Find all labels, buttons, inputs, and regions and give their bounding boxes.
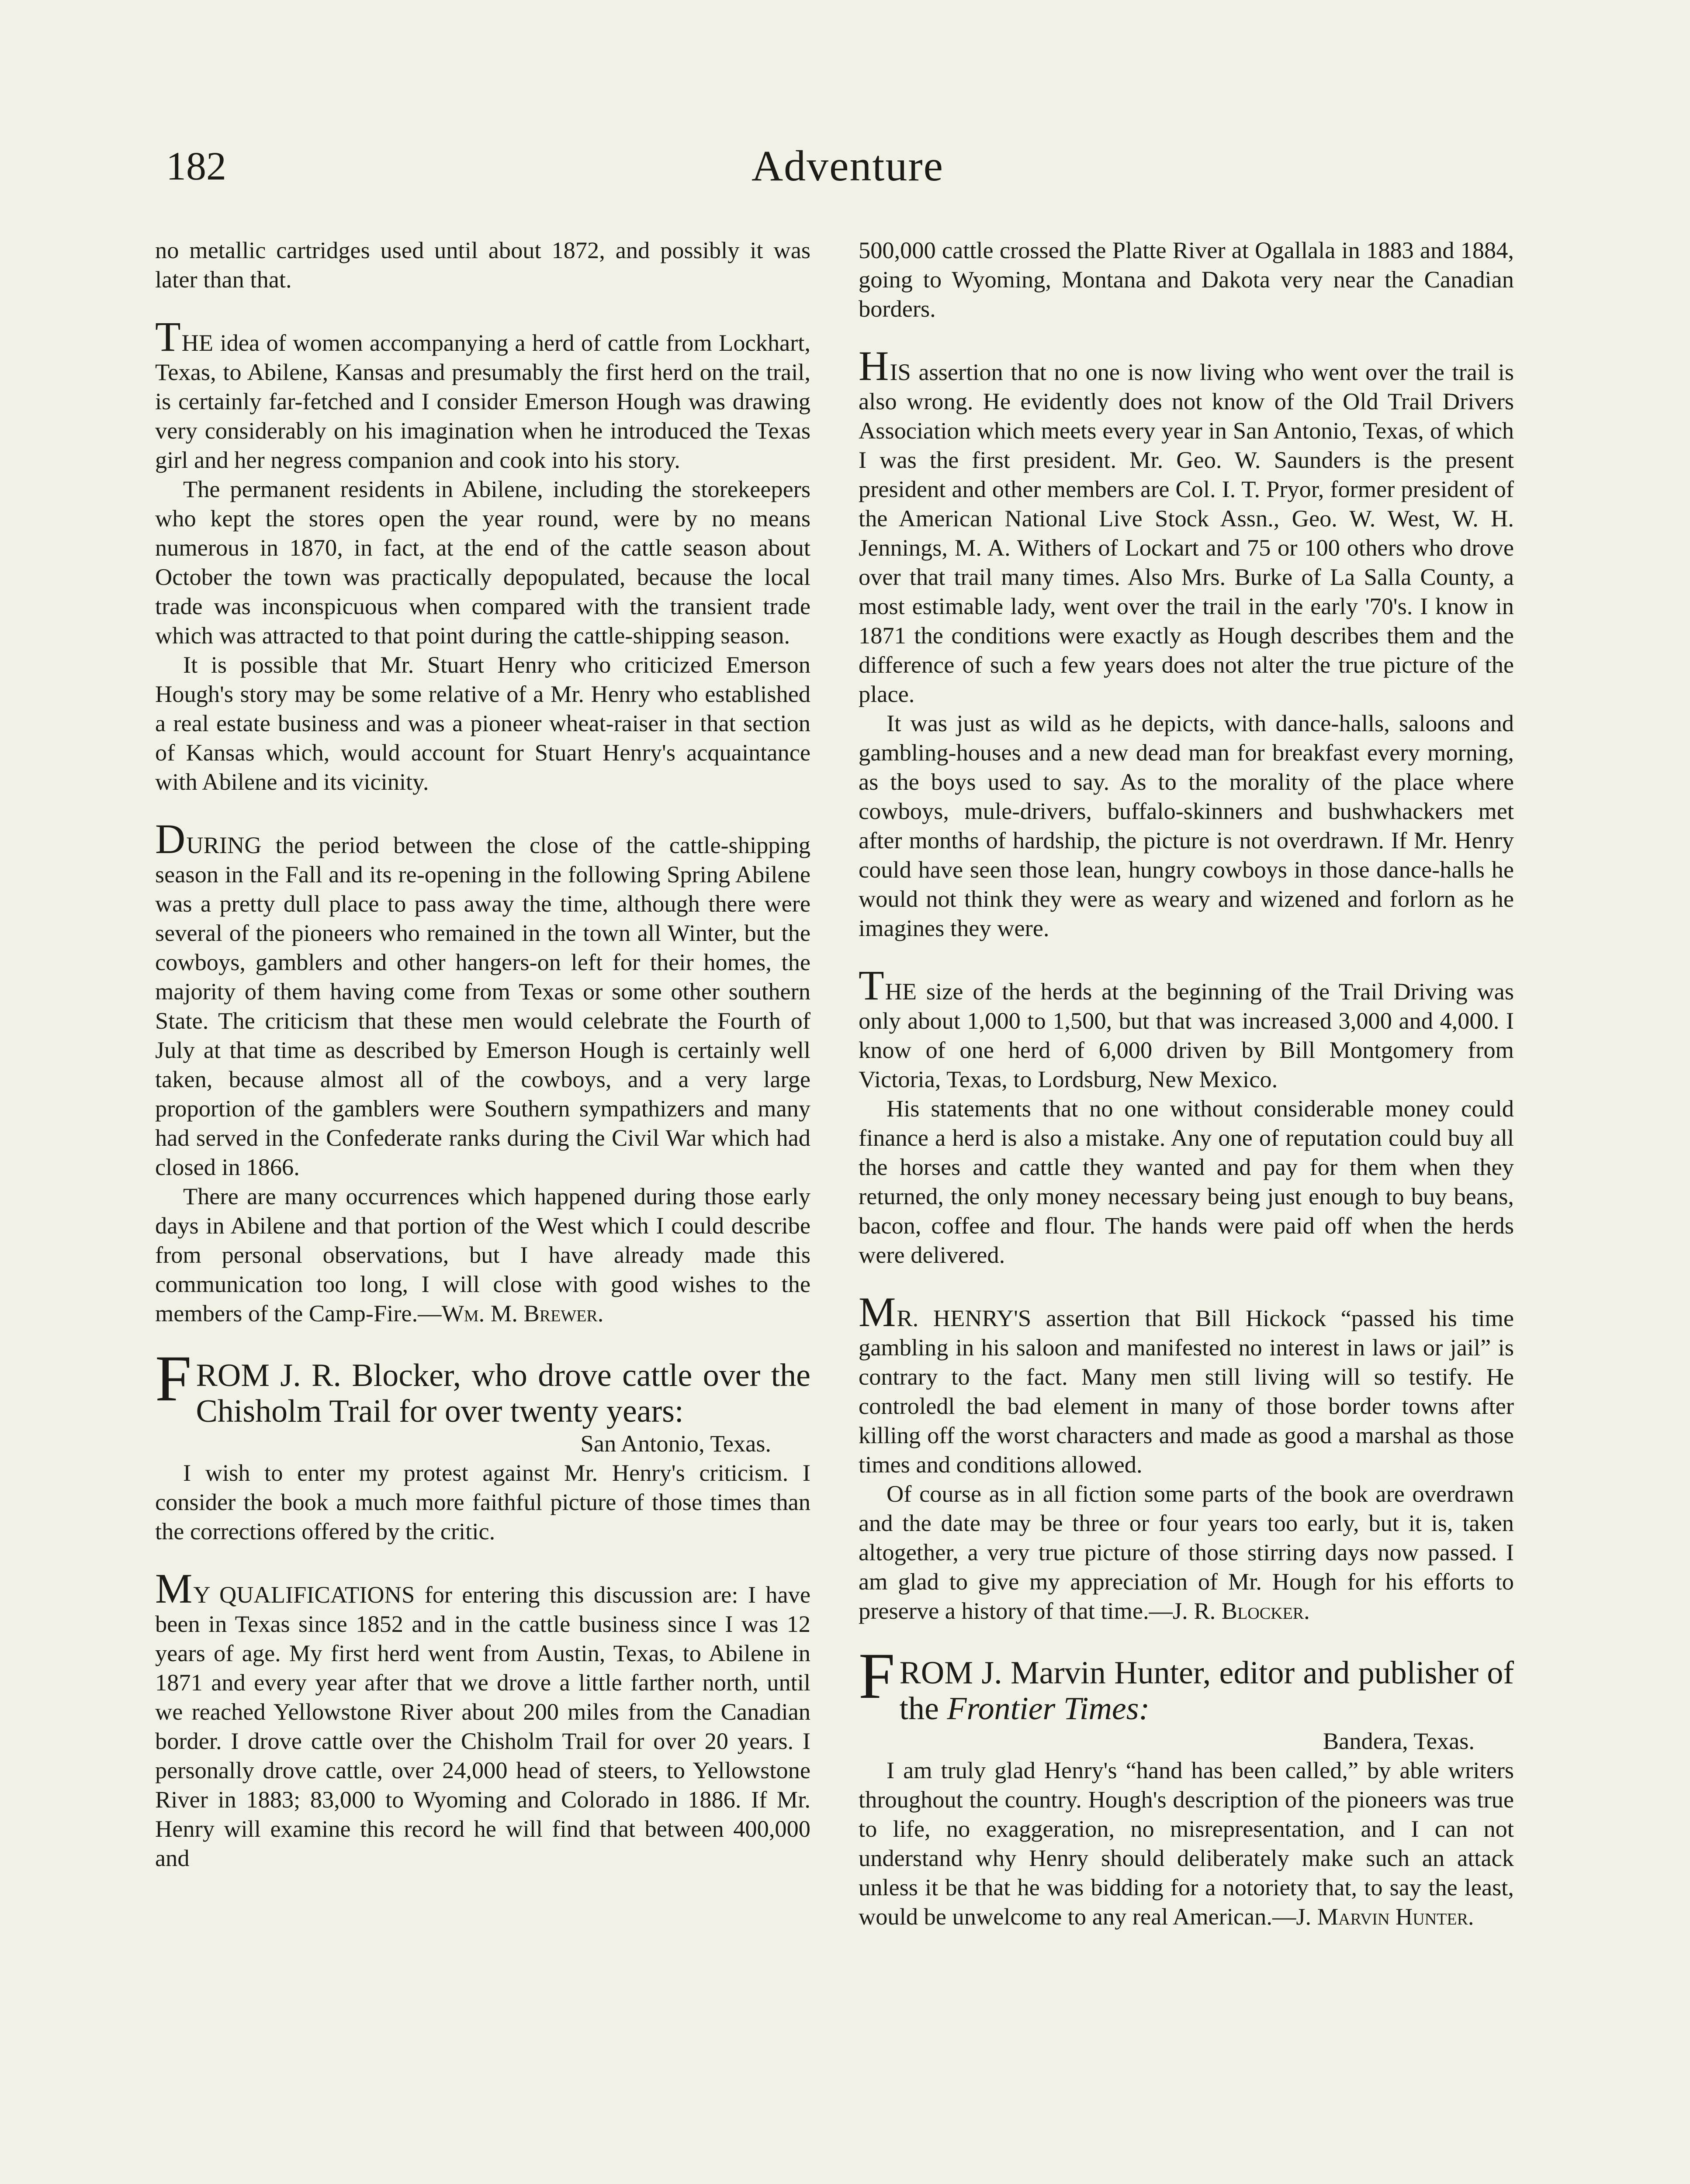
paragraph-text: I am truly glad Henry's “hand has been called,” by able writers throughout the country. Hough's description of the pioneers was true to life, no exaggeration, no misrepresentation, and I can not understand why Henry should deliberately make such an attack unless it be that he was bidding for a notoriety that, to say the least, would be unwelcome to any real American.— bbox=[859, 1757, 1514, 1930]
lead-caps: IS bbox=[890, 359, 911, 385]
paragraph-text: size of the herds at the beginning of the Trail Driving was only about 1,000 to 1,500, but that was increased 3,000 and 4,000. I know of one herd of 6,000 driven by Bill Montgomery from Victoria, Texas, to Lordsburg, New Mexico. bbox=[859, 978, 1514, 1092]
paragraph: His statements that no one without considerable money could finance a herd is also a mistake. Any one of reputation could buy all the horses and cattle they wanted and pay for them when they returned, the only money necessary being just enough to buy beans, bacon, coffee and flour. The hands were paid off when the herds were delivered. bbox=[859, 1095, 1514, 1268]
letter-place: Bandera, Texas. bbox=[1323, 1728, 1475, 1754]
paragraph-text: assertion that Bill Hickock “passed his time gambling in his saloon and manifested no interest in laws or jail” is contrary to the fact. Many men still living will so testify. He controledl the bad element in many of those border towns after killing off the worst characters and made as good a marshal as those times and conditions allowed. bbox=[859, 1305, 1514, 1478]
lead-caps: HE bbox=[181, 330, 214, 356]
letter-place: San Antonio, Texas. bbox=[580, 1431, 771, 1457]
lead-caps: R. HENRY'S bbox=[897, 1305, 1032, 1331]
signature: —Wm. M. Brewer. bbox=[418, 1300, 604, 1327]
lead-caps: URING bbox=[186, 832, 262, 858]
paragraph-text: Of course as in all fiction some parts of the book are overdrawn and the date may be three or four years too early, but it is, taken altogether, a very true picture of those stirring days now passed. I am glad to give my appreciation of Mr. Hough for his efforts to preserve a history of that time.— bbox=[859, 1481, 1514, 1624]
drop-cap: D bbox=[155, 816, 187, 862]
right-column bbox=[859, 236, 1514, 1932]
paragraph bbox=[155, 816, 810, 1182]
paragraph bbox=[859, 1289, 1514, 1479]
page-header bbox=[166, 140, 1529, 197]
paragraph-text: There are many occurrences which happened during those early days in Abilene and that portion of the West which I could describe from personal observations, but I have already made this communication too long, I will close with good wishes to the members of the Camp-Fire. bbox=[155, 1183, 810, 1327]
drop-cap: H bbox=[859, 342, 890, 389]
paragraph bbox=[155, 1565, 810, 1873]
lead-caps: Y QUALIFICATIONS bbox=[193, 1582, 415, 1608]
paragraph bbox=[859, 342, 1514, 709]
paragraph: I wish to enter my protest against Mr. Henry's criticism. I consider the book a much more faithful picture of those times than the corrections offered by the critic. bbox=[155, 1460, 810, 1545]
page-number: 182 bbox=[166, 144, 226, 188]
paragraph-text: for entering this discussion are: I have been in Texas since 1852 and in the cattle business since I was 12 years of age. My first herd went from Austin, Texas, to Abilene in 1871 and every year after that we drove a little farther north, until we reached Yellowstone River about 200 miles from the Canadian border. I drove cattle over the Chisholm Trail for over 20 years. I personally drove cattle, over 24,000 head of steers, to Yellowstone River in 1883; 83,000 to Wyoming and Colorado in 1886. If Mr. Henry will examine this record he will find that between 400,000 and bbox=[155, 1582, 810, 1871]
paragraph-text: idea of women accompanying a herd of cattle from Lockhart, Texas, to Abilene, Kansas and presumably the first herd on the trail, is certainly far-fetched and I consider Emerson Hough was drawing very considerably on his imagination when he introduced the Texas girl and her negress companion and cook into his story. bbox=[155, 330, 810, 473]
left-column bbox=[155, 236, 810, 1873]
signature: J. R. Blocker. bbox=[1172, 1598, 1310, 1624]
heading-text: J. R. Blocker, who drove cattle over the Chisholm Trail for over twenty years: bbox=[196, 1358, 810, 1429]
lead-caps: ROM bbox=[196, 1358, 270, 1393]
paragraph: The permanent residents in Abilene, including the storekeepers who kept the stores open the year round, were by no means numerous in 1870, in fact, at the end of the cattle season about October the town was practically depopulated, because the local trade was inconspicuous when compared with the transient trade which was attracted to that point during the cattle-shipping season. bbox=[155, 476, 810, 649]
paragraph bbox=[859, 1479, 1514, 1626]
letter-heading bbox=[155, 1342, 810, 1429]
paragraph: no metallic cartridges used until about 1872, and possibly it was later than that. bbox=[155, 237, 810, 293]
paragraph bbox=[155, 1182, 810, 1328]
drop-cap: F bbox=[859, 1640, 895, 1712]
paragraph: It was just as wild as he depicts, with dance-halls, saloons and gambling-houses and a new dead man for breakfast every morning, as the boys used to say. As to the morality of the place where cowboys, mule-drivers, buffalo-skinners and bushwhackers met after months of hardship, the picture is not overdrawn. If Mr. Henry could have seen those lean, hungry cowboys in those dance-halls he would not think they were as weary and wizened and forlorn as he imagines they were. bbox=[859, 710, 1514, 941]
heading-text: J. Marvin Hunter, editor and publisher of the bbox=[899, 1655, 1514, 1727]
running-head-title: Adventure bbox=[751, 142, 944, 190]
letter-heading bbox=[859, 1640, 1514, 1727]
paragraph: It is possible that Mr. Stuart Henry who criticized Emerson Hough's story may be some relative of a Mr. Henry who established a real estate business and was a pioneer wheat-raiser in that section of Kansas which, would account for Stuart Henry's acquaintance with Abilene and its vicinity. bbox=[155, 652, 810, 795]
drop-cap: M bbox=[859, 1289, 897, 1335]
lead-caps: HE bbox=[885, 978, 917, 1005]
lead-caps: ROM bbox=[899, 1655, 973, 1691]
drop-cap: T bbox=[155, 313, 182, 360]
signature: J. Marvin Hunter. bbox=[1296, 1904, 1474, 1930]
drop-cap: M bbox=[155, 1565, 194, 1612]
paragraph-text: the period between the close of the cattle-shipping season in the Fall and its re-opening in the following Spring Abilene was a pretty dull place to pass away the time, although there were several of the pioneers who remained in the town all Winter, but the cowboys, gamblers and other hangers-on left for their homes, the majority of them having come from Texas or some other southern State. The criticism that these men would celebrate the Fourth of July at that time as described by Emerson Hough is certainly well taken, because almost all of the cowboys, and a very large proportion of the gamblers were Southern sympathizers and many had served in the Confederate ranks during the Civil War which had closed in 1866. bbox=[155, 832, 810, 1180]
paragraph bbox=[859, 1756, 1514, 1932]
drop-cap: F bbox=[155, 1342, 192, 1415]
paragraph: 500,000 cattle crossed the Platte River at Ogallala in 1883 and 1884, going to Wyoming, Montana and Dakota very near the Canadian borders. bbox=[859, 237, 1514, 322]
paragraph-text: assertion that no one is now living who went over the trail is also wrong. He evidently does not know of the Old Trail Drivers Association which meets every year in San Antonio, Texas, of which I was the first president. Mr. Geo. W. Saunders is the present president and other members are Col. I. T. Pryor, former president of the American National Live Stock Assn., Geo. W. West, W. H. Jennings, M. A. Withers of Lockart and 75 or 100 others who drove over that trail many times. Also Mrs. Burke of La Salla County, a most estimable lady, went over the trail in the early '70's. I know in 1871 the conditions were exactly as Hough describes them and the difference of such a few years does not alter the true picture of the place. bbox=[859, 359, 1514, 707]
publication-title: Frontier Times: bbox=[947, 1691, 1150, 1727]
drop-cap: T bbox=[859, 962, 885, 1009]
paragraph bbox=[155, 313, 810, 475]
paragraph bbox=[859, 962, 1514, 1094]
